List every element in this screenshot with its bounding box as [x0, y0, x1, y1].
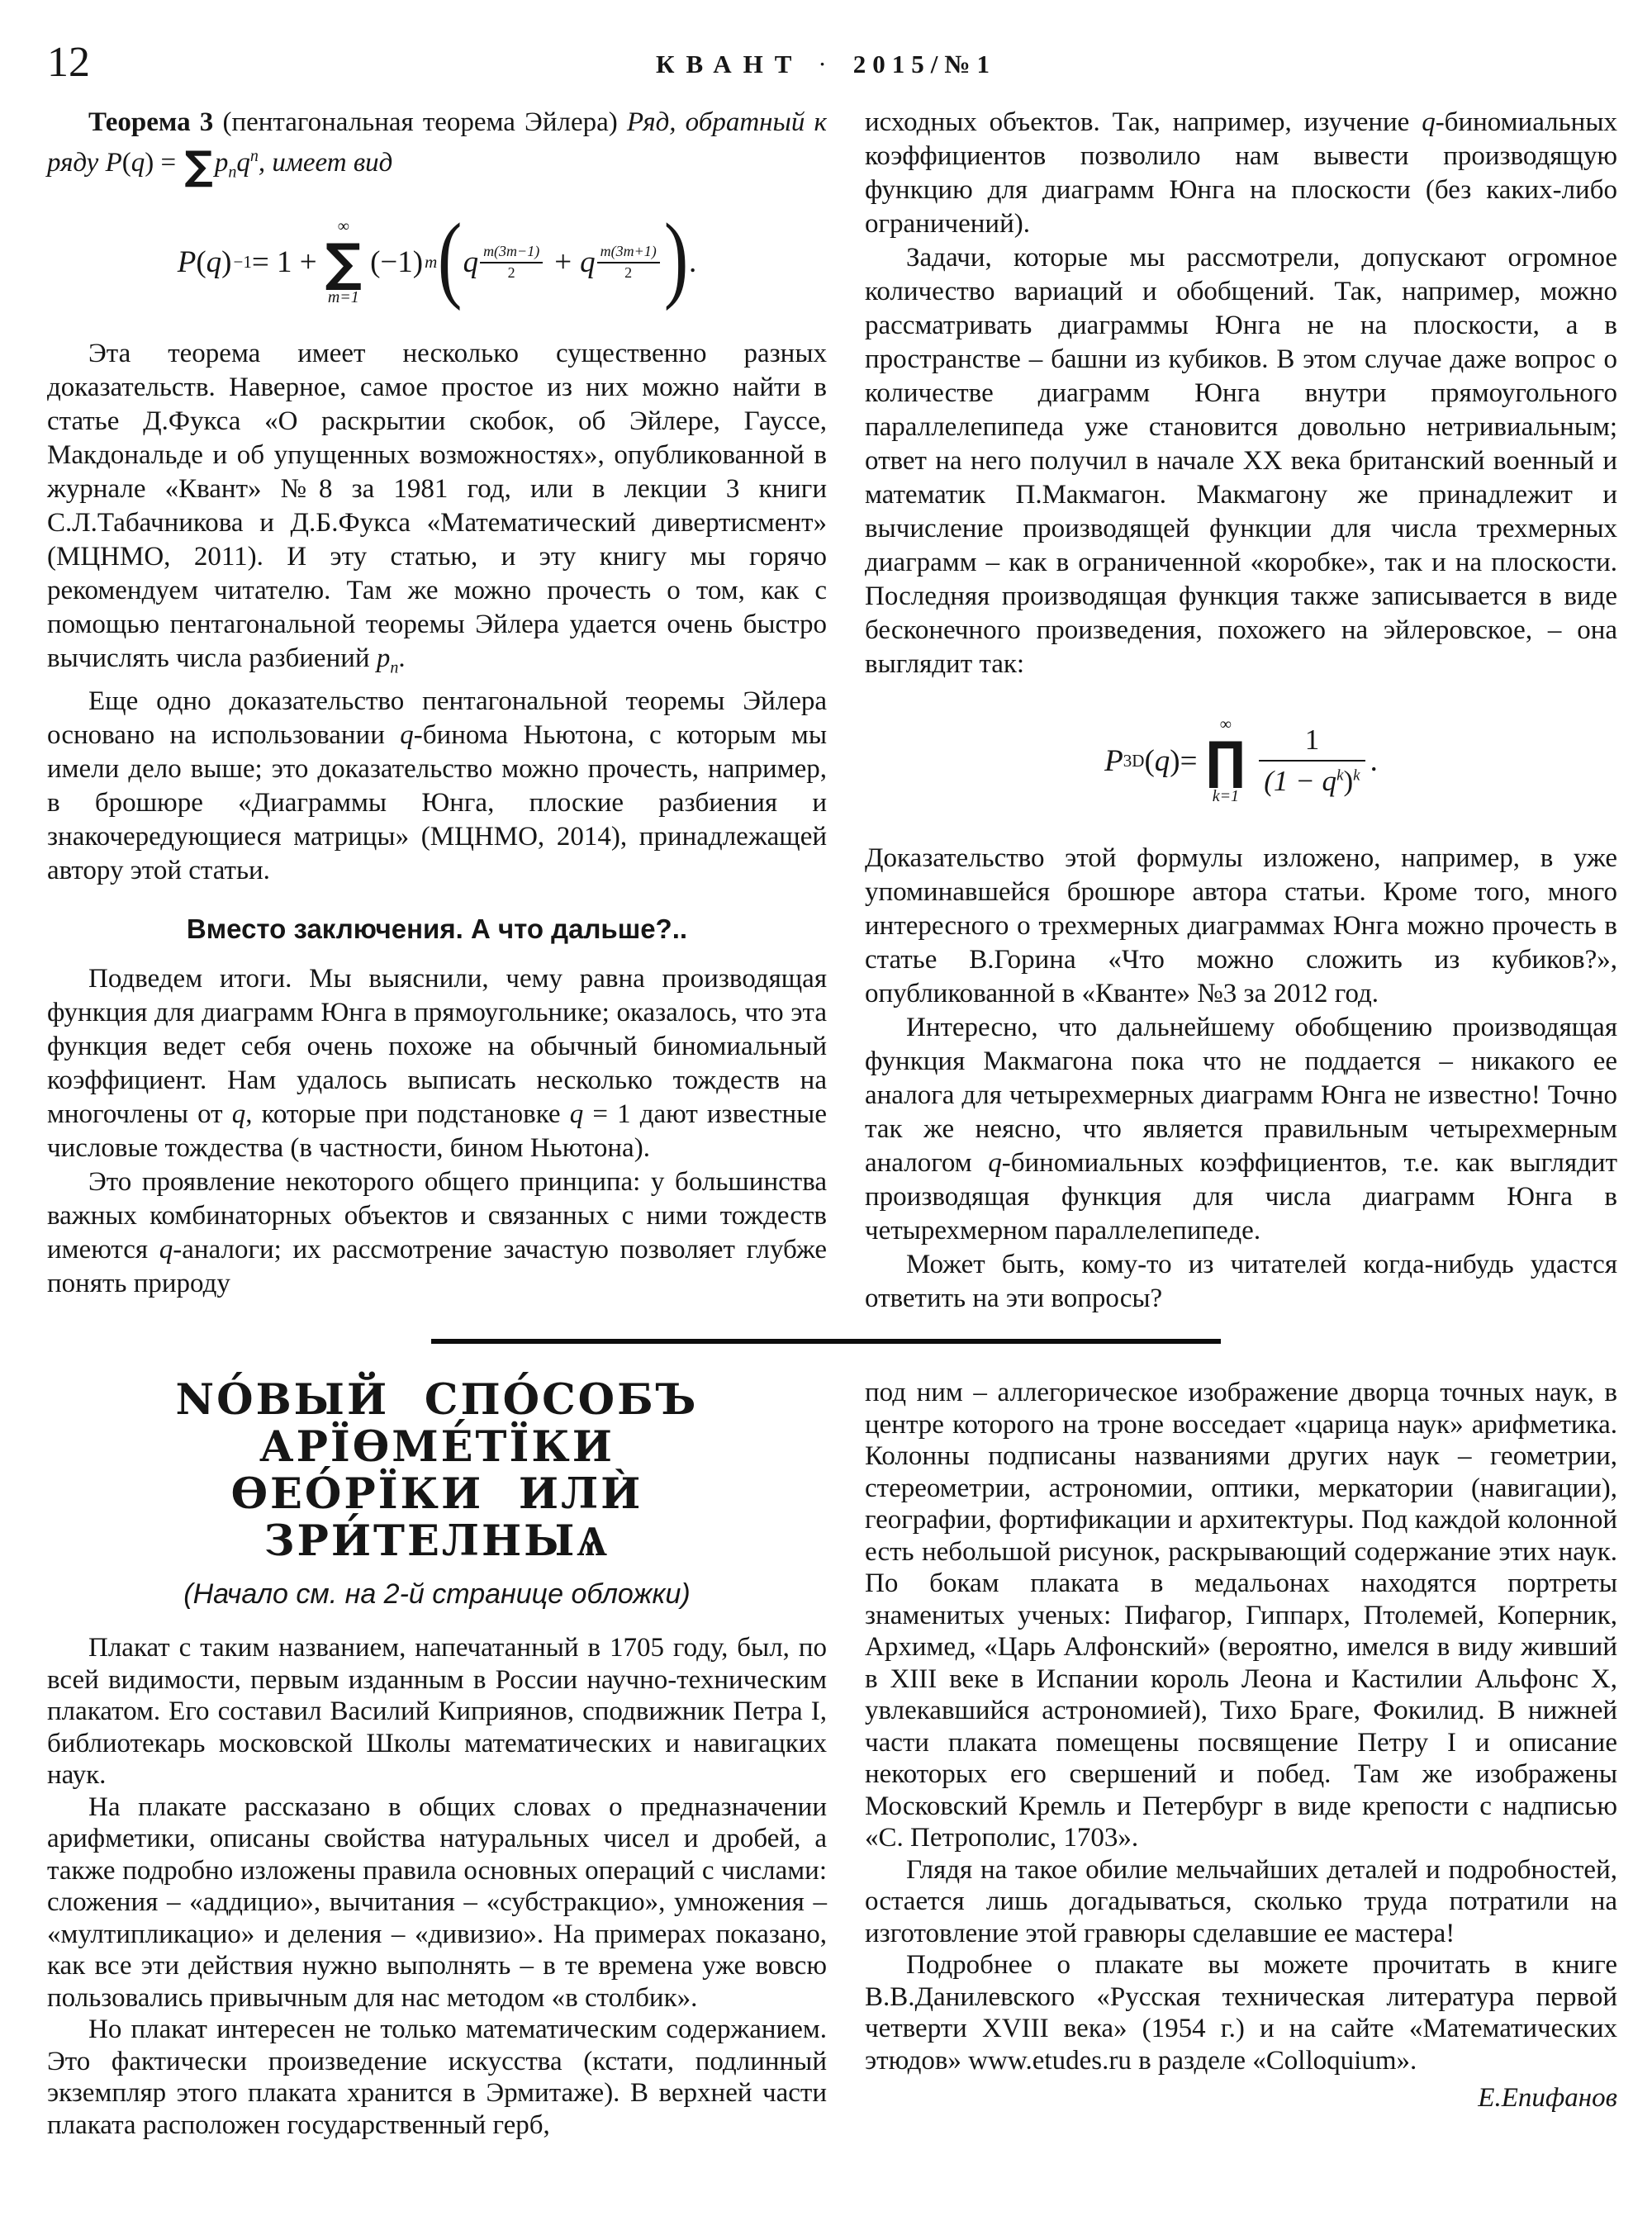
theorem-lead: Ряд, обратный к ряду [47, 107, 827, 178]
author-signature: Е.Епифанов [1478, 2083, 1617, 2113]
journal-header [47, 50, 1605, 79]
exponent-fraction-1: $\frac{m(3m-1)}{2}$ [480, 242, 543, 282]
product-with-limits: ∞ ∏ k=1 [1205, 715, 1246, 805]
paragraph: Подведем итоги. Мы выяснили, чему равна производящая функция для диаграмм Юнга в прямоугольнике; оказалось, что эта функция ведет себя очень похоже на обычный биномиальный коэффициент. Нам удалось выписать несколько тождеств на многочлены от q, которые при подстановке q = 1 дают известные числовые тождества (в частности, бином Ньютона). [47, 963, 827, 1163]
inline-formula-series: $P(q) = \sum p_nq^n$ [105, 143, 259, 189]
section-heading: Вместо заключения. А что дальше?.. [186, 913, 688, 945]
theorem-tail: , имеет вид [258, 148, 393, 178]
sum-symbol: ∑ [184, 143, 213, 189]
paragraph: Глядя на такое обилие мельчайших деталей и подробностей, остается лишь догадываться, сколько труда потратили на изготовление этой гравюры сделавшие ее мастера! [865, 1854, 1617, 1948]
theorem-parenthetical: (пентагональная теорема Эйлера) [213, 107, 627, 137]
product-symbol: ∏ [1205, 730, 1246, 791]
paragraph: Эта теорема имеет несколько существенно разных доказательств. Наверное, самое простое из них можно найти в статье Д.Фукса «О раскрытии скобок, об Эйлере, Гауссе, Макдональде и об упущенных возможностях», опубликованной в журнале «Квант» №8 за 1981 год, или в лекции 3 книги С.Л.Табачникова и Д.Б.Фукса «Математический дивертисмент» (МЦНМО, 2011). И эту статью, и эту книгу мы горячо рекомендуем читателю. Там же можно прочесть о том, как с помощью пентагональной теоремы Эйлера удается очень быстро вычислять числа разбиений $p_n$. [47, 338, 827, 677]
display-formula-macmahon: P 3D ( q ) = ∞ ∏ k=1 1 $(1 - q^k)^k$ . [1104, 715, 1378, 805]
sum-symbol: ∑ [325, 231, 363, 292]
article2-right-column [865, 1377, 1617, 2114]
article-arithmetic-poster [0, 1377, 1652, 2141]
paragraph: Задачи, которые мы рассмотрели, допускают огромное количество вариаций и обобщений. Так, например, можно рассматривать диаграммы Юнга не на плоскости, а в пространстве – башни из кубиков. В этом случае даже вопрос о количестве диаграмм Юнга внутри прямоугольного параллелепипеда уже становится довольно нетривиальным; ответ на него получил в начале XX века британский военный и математик П.Макмагон. Макмагону же принадлежит и вычисление производящей функции для числа трехмерных диаграмм – как в ограниченной «коробке», так и на плоскости. Последняя производящая функция также записывается в виде бесконечного произведения, похожего на эйлеровское, – она выглядит так: [865, 243, 1617, 679]
paragraph: исходных объектов. Так, например, изучение q-биномиальных коэффициентов позволило нам вывести производящую функцию для диаграмм Юнга на плоскости (без каких-либо ограничений). [865, 107, 1617, 239]
paragraph: Это проявление некоторого общего принципа: у большинства важных комбинаторных объектов и связанных с ними тождеств имеются q-аналоги; их рассмотрение зачастую позволяет глубже понять природу [47, 1166, 827, 1298]
header-dot: · [818, 50, 838, 78]
page-number: 12 [47, 39, 90, 86]
article-separator-rule [431, 1339, 1221, 1344]
display-formula-pentagonal: P ( q ) −1 = 1 + ∞ ∑ m=1 (−1) m ( q $\frac{m(3m-1)}{2}$ + q $\frac{m(3m+1)}{2}$ ) . [177, 202, 697, 311]
paragraph: Доказательство этой формулы изложено, например, в уже упоминавшейся брошюре автора статьи. Кроме того, много интересного о трехмерных диаграммах Юнга можно прочесть в статье В.Горина «Что можно сложить из кубиков?», опубликованной в «Кванте» №3 за 2012 год. [865, 843, 1617, 1008]
paragraph: На плакате рассказано в общих словах о предназначении арифметики, описаны свойства натуральных чисел и дробей, а также подробно изложены правила основных операций с числами: сложения – «аддицио», вычитания – «субстракцио», умножения – «мултипликацио» и деления – «дивизио». На примерах показано, как все эти действия нужно выполнять – в те времена уже вовсю пользовались привычным для нас методом «в столбик». [47, 1791, 827, 2013]
paragraph: под ним – аллегорическое изображение дворца точных наук, в центре которого на троне восседает «царица наук» арифметика. Колонны подписаны названиями других наук – геометрии, стереометрии, астрономии, оптики, меркатории (навигации), географии, фортификации и архитектуры. Под каждой колонной есть небольшой рисунок, раскрывающий содержание этих наук. По бокам плаката в медальонах находятся портреты знаменитых ученых: Пифагор, Гиппарх, Птолемей, Коперник, Архимед, «Царь Алфонский» (вероятно, имелся в виду живший в XIII веке в Испании король Леона и Кастилии Альфонс X, увлекавшийся астрономией), Тихо Браге, Фокилид. В нижней части плаката помещены посвящение Петру I и описание некоторых его свершений и побед. Там же изображены Московский Кремль и Петербург в виде крепости с надписью «С. Петрополис, 1703». [865, 1378, 1617, 1853]
article1-left-column [47, 106, 827, 1301]
journal-title: КВАНТ [656, 50, 804, 78]
article2-title-line1: NО́ВЫЙ СПО́СОБЪ АРЇѲМЕ́ТЇКИ [175, 1375, 699, 1472]
paragraph: Еще одно доказательство пентагональной теоремы Эйлера основано на использовании q-бинома Ньютона, с которым мы имели дело выше; это доказательство можно прочесть, например, в брошюре «Диаграммы Юнга, плоские разбиения и знакочередующиеся матрицы» (МЦНМО, 2014), принадлежащей автору этой статьи. [47, 686, 827, 886]
page-header [47, 41, 1605, 94]
article2-left-column [47, 1377, 827, 2141]
article2-subtitle: (Начало см. на 2-й странице обложки) [183, 1578, 691, 1610]
article1-right-column [865, 106, 1617, 1316]
article2-title-line2: ѲЕО́РЇКИ ИЛЍ ЗРИ́ТЕЛНЫѦ [230, 1469, 643, 1566]
article-generating-functions [0, 106, 1652, 1316]
paragraph: Может быть, кому-то из читателей когда-нибудь удастся ответить на эти вопросы? [865, 1250, 1617, 1313]
issue-label: 2015/№1 [852, 50, 996, 78]
sum-with-limits: ∞ ∑ m=1 [325, 216, 363, 307]
paragraph: Интересно, что дальнейшему обобщению производящая функция Макмагона пока что не поддается – никакого ее аналога для четырехмерных диаграмм Юнга не известно! Точно так же неясно, что является правильным четырехмерным аналогом q-биномиальных коэффициентов, т.е. как выглядит производящая функция для числа диаграмм Юнга в четырехмерном параллелепипеде. [865, 1013, 1617, 1246]
paragraph: Подробнее о плакате вы можете прочитать в книге В.В.Данилевского «Русская техническая литература первой четверти XVIII века» (1954 г.) и на сайте «Математических этюдов» www.etudes.ru в разделе «Colloquium». [865, 1950, 1617, 2076]
paragraph: Но плакат интересен не только математическим содержанием. Это фактически произведение искусства (кстати, подлинный экземпляр этого плаката хранится в Эрмитаже). В верхней части плаката расположен государственный герб, [47, 2014, 827, 2140]
exponent-fraction-2: $\frac{m(3m+1)}{2}$ [597, 242, 660, 282]
fraction: 1 $(1 - q^k)^k$ [1259, 724, 1365, 798]
theorem-label: Теорема 3 [88, 107, 214, 137]
theorem-paragraph [47, 106, 827, 190]
paragraph: Плакат с таким названием, напечатанный в 1705 году, был, по всей видимости, первым изданным в России научно-техническим плакатом. Его составил Василий Киприянов, сподвижник Петра I, библиотекарь московской Школы математических и навигацких наук. [47, 1633, 827, 1790]
